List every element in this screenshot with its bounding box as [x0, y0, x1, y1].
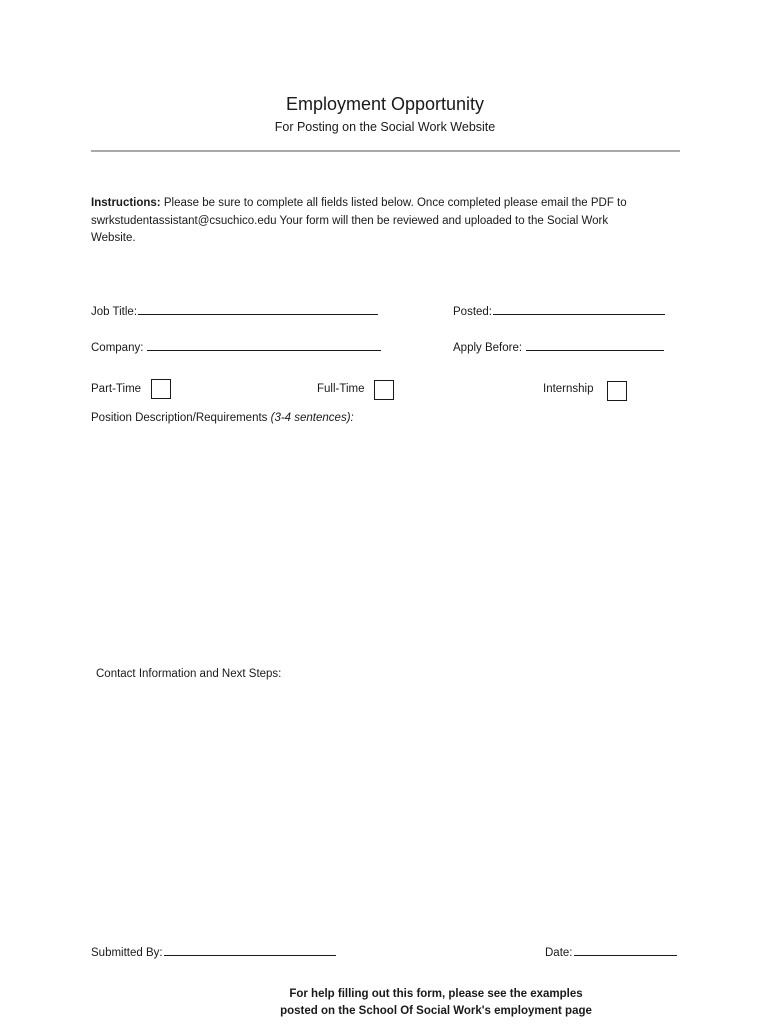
instructions-paragraph — [91, 195, 651, 248]
internship-checkbox[interactable] — [607, 381, 627, 401]
submitted-by-field[interactable] — [164, 944, 336, 956]
job-title-label: Job Title: — [91, 306, 138, 318]
position-description-label: Position Description/Requirements — [91, 412, 268, 424]
help-footer-line-2: posted on the School Of Social Work's employment page — [280, 1005, 592, 1017]
job-title-row — [91, 303, 378, 318]
submitted-by-label: Submitted By: — [91, 947, 163, 959]
position-description-area[interactable] — [91, 432, 680, 652]
contact-info-heading: Contact Information and Next Steps: — [96, 668, 282, 680]
part-time-checkbox[interactable] — [151, 379, 171, 399]
instructions-label: Instructions: — [91, 197, 161, 209]
date-field[interactable] — [574, 944, 677, 956]
help-footer-line-1: For help filling out this form, please see the examples — [289, 988, 583, 1000]
full-time-label: Full-Time — [317, 383, 365, 395]
posted-row — [453, 303, 665, 318]
company-field[interactable] — [147, 339, 381, 351]
posted-field[interactable] — [493, 303, 665, 315]
position-description-heading — [91, 412, 354, 424]
apply-before-field[interactable] — [526, 339, 664, 351]
apply-before-label: Apply Before: — [453, 342, 523, 354]
apply-before-row — [453, 339, 664, 354]
help-footer — [0, 986, 770, 1020]
date-label: Date: — [545, 947, 573, 959]
part-time-label: Part-Time — [91, 383, 142, 395]
page-title: Employment Opportunity — [285, 94, 485, 114]
contact-info-area[interactable] — [91, 688, 680, 928]
date-row — [545, 944, 677, 959]
posted-label: Posted: — [453, 306, 492, 318]
internship-label: Internship — [543, 383, 594, 395]
page-subtitle: For Posting on the Social Work Website — [274, 120, 496, 134]
company-label: Company: — [91, 342, 144, 354]
job-title-field[interactable] — [138, 303, 378, 315]
instructions-text: Please be sure to complete all fields listed below. Once completed please email the PDF to swrkstudentassistant@csuchico.edu Your form will then be reviewed and uploaded to the Social Work Website. — [91, 197, 627, 244]
submitted-by-row — [91, 944, 336, 959]
position-description-hint: (3-4 sentences): — [270, 412, 354, 424]
company-row — [91, 339, 381, 354]
header-divider — [91, 150, 680, 152]
full-time-checkbox[interactable] — [374, 380, 394, 400]
